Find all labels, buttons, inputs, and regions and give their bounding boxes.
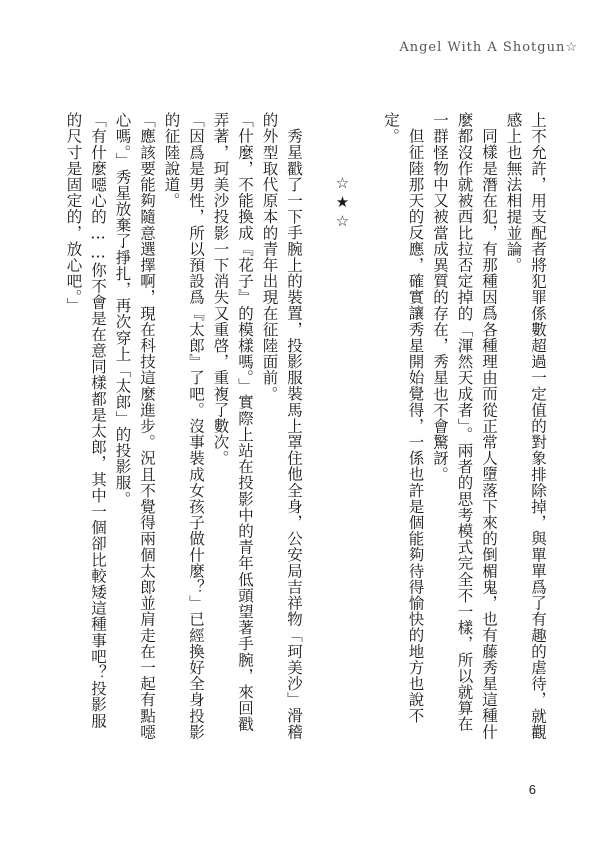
- paragraph-2: 同樣是潛在犯，有那種因爲各種理由而從正常人墮落下來的倒楣鬼，也有藤秀星這種什麼都沒作就被西比拉否定掉的「渾然天成者」。兩者的思考模式完全不一樣，所以就算在一群怪物中又被當成異質的存在，秀星也不會驚訝。: [431, 112, 498, 740]
- paragraph-7: 「應該要能夠隨意選擇啊，現在科技這麼進步。況且不覺得兩個太郎並肩走在一起有點噁心嗎。」秀星放棄了掙扎，再次穿上「太郎」的投影服。: [113, 112, 156, 740]
- paragraph-3: 但征陸那天的反應，確實讓秀星開始覺得，一係也許是個能夠待得愉快的地方也說不定。: [382, 112, 425, 724]
- paragraph-1: 上不允許，用支配者將犯罪係數超過一定值的對象排除掉，與單單爲了有趣的虐待，就觀感上也無法相提並論。: [504, 112, 547, 740]
- running-header-title: Angel With A Shotgun☆: [399, 40, 578, 55]
- paragraph-4: 秀星戳了一下手腕上的裝置，投影服裝馬上罩住他全身，公安局吉祥物「珂美沙」滑稽的外型取代原本的青年出現在征陸面前。: [260, 112, 303, 740]
- vertical-text-body: [50, 112, 550, 742]
- paragraph-6: 「因爲是男性，所以預設爲『太郎』了吧。沒事裝成女孩子做什麼？」已經換好全身投影的征陸說道。: [162, 112, 205, 740]
- section-gap: [355, 112, 379, 742]
- section-divider-stars: ☆★☆: [333, 174, 352, 231]
- paragraph-8: 「有什麼噁心的……你不會是在意同樣都是太郎，其中一個卻比較矮這種事吧？投影服的尺寸是固定的，放心吧。」: [64, 112, 107, 729]
- page-number: 6: [528, 782, 536, 797]
- section-gap: [306, 112, 330, 742]
- paragraph-5: 「什麼，不能換成『花子』的模樣嗎。」實際上站在投影中的青年低頭望著手腕，來回戳弄著，珂美沙投影一下消失又重啓，重複了數次。: [211, 112, 254, 733]
